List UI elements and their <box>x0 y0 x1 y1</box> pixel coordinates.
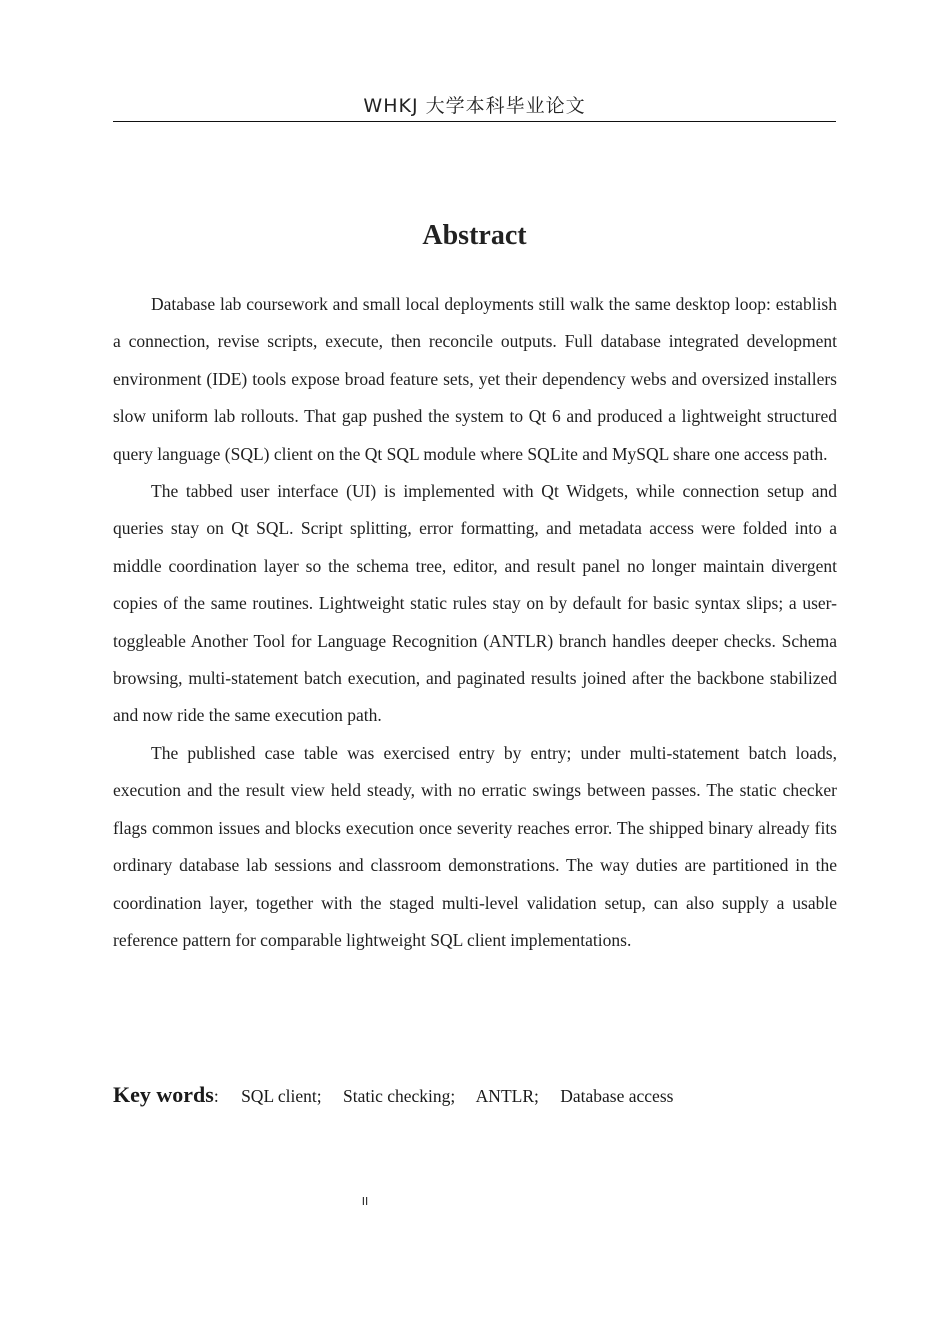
keyword-item: Static checking; <box>342 1086 456 1106</box>
keywords-colon: : <box>213 1086 219 1106</box>
keyword-item: SQL client; <box>241 1086 322 1106</box>
abstract-paragraph-2: The tabbed user interface (UI) is implemented with Qt Widgets, while connection setup and queries stay on Qt SQL. Script splitting, error formatting, and metadata access were folded into a middle coordination layer so the schema tree, editor, and result panel no longer maintain divergent copies of the same routines. Lightweight static rules stay on by default for basic syntax slips; a user-toggleable Another Tool for Language Recognition (ANTLR) branch handles deeper checks. Schema browsing, multi-statement batch execution, and paginated results joined after the backbone stabilized and now ride the same execution path. <box>113 481 837 726</box>
abstract-heading: Abstract <box>422 220 527 251</box>
keyword-item: Database access <box>560 1086 674 1106</box>
page-header <box>113 92 836 122</box>
keywords-line <box>113 1078 837 1113</box>
keyword-item: ANTLR; <box>475 1086 539 1106</box>
abstract-body <box>113 286 837 959</box>
abstract-paragraph-3: The published case table was exercised entry by entry; under multi-statement batch loads, execution and the result view held steady, with no erratic swings between passes. The static checker flags common issues and blocks execution once severity reaches error. The shipped binary already fits ordinary database lab sessions and classroom demonstrations. The way duties are partitioned in the coordination layer, together with the staged multi-level validation setup, can also supply a usable reference pattern for comparable lightweight SQL client implementations. <box>113 742 837 950</box>
header-title: WHKJ 大学本科毕业论文 <box>363 95 586 117</box>
keywords-label: Key words <box>113 1082 214 1107</box>
page-number: II <box>361 1195 369 1208</box>
abstract-paragraph-1: Database lab coursework and small local deployments still walk the same desktop loop: establish a connection, revise scripts, execute, then reconcile outputs. Full database integrated development environment (IDE) tools expose broad feature sets, yet their dependency webs and oversized installers slow uniform lab rollouts. That gap pushed the system to Qt 6 and produced a lightweight structured query language (SQL) client on the Qt SQL module where SQLite and MySQL share one access path. <box>113 294 837 464</box>
